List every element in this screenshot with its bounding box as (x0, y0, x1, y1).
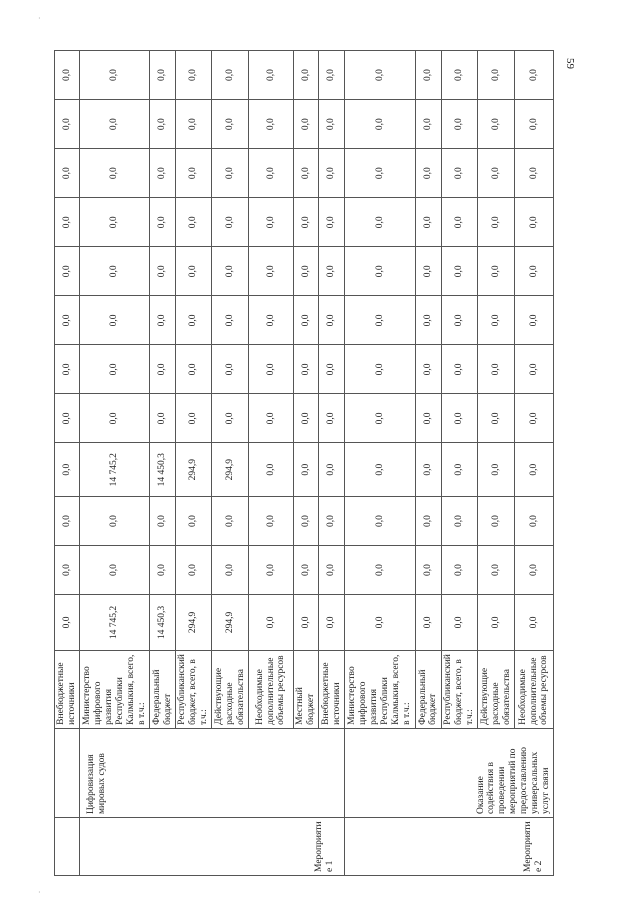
value-cell: 0,0 (344, 496, 416, 545)
value-cell: 0,0 (515, 443, 554, 497)
value-cell: 0,0 (515, 198, 554, 247)
value-cell: 0,0 (150, 247, 175, 296)
value-cell: 0,0 (175, 496, 212, 545)
value-cell: 0,0 (478, 496, 515, 545)
cell-empty (55, 728, 80, 817)
value-cell: 0,0 (344, 595, 416, 651)
value-cell: 0,0 (212, 546, 249, 595)
value-cell: 0,0 (441, 296, 478, 345)
value-cell: 0,0 (212, 345, 249, 394)
value-cell: 0,0 (212, 198, 249, 247)
table-row (344, 51, 416, 876)
value-cell: 0,0 (344, 443, 416, 497)
value-cell: 14 450,3 (150, 443, 175, 497)
value-cell: 0,0 (416, 496, 441, 545)
budget-table (54, 50, 554, 876)
value-cell: 0,0 (515, 247, 554, 296)
value-cell: 294,9 (212, 443, 249, 497)
value-cell: 0,0 (293, 149, 318, 198)
value-cell: 0,0 (248, 496, 293, 545)
value-cell: 0,0 (55, 296, 80, 345)
value-cell: 0,0 (515, 149, 554, 198)
value-cell: 0,0 (344, 394, 416, 443)
value-cell: 14 745,2 (80, 443, 150, 497)
funding-source-label: Республиканский бюджет, всего, в т.ч.: (175, 650, 212, 728)
value-cell: 0,0 (248, 595, 293, 651)
value-cell: 0,0 (441, 546, 478, 595)
value-cell: 0,0 (441, 443, 478, 497)
page-number: 59 (564, 58, 576, 69)
value-cell: 0,0 (515, 100, 554, 149)
value-cell: 0,0 (80, 51, 150, 100)
funding-source-label: Внебюджетные источники (319, 650, 344, 728)
value-cell: 0,0 (344, 546, 416, 595)
value-cell: 0,0 (319, 345, 344, 394)
value-cell: 0,0 (293, 247, 318, 296)
funding-source-label: Федеральный бюджет (416, 650, 441, 728)
value-cell: 0,0 (248, 345, 293, 394)
value-cell: 0,0 (344, 247, 416, 296)
value-cell: 0,0 (515, 345, 554, 394)
value-cell: 0,0 (175, 296, 212, 345)
value-cell: 0,0 (416, 247, 441, 296)
value-cell: 0,0 (293, 546, 318, 595)
value-cell: 0,0 (441, 100, 478, 149)
value-cell: 0,0 (212, 149, 249, 198)
value-cell: 0,0 (441, 247, 478, 296)
value-cell: 0,0 (416, 296, 441, 345)
funding-source-label: Министерство цифрового развития Республики Калмыкия, всего, в т.ч.: (80, 650, 150, 728)
value-cell: 0,0 (293, 100, 318, 149)
funding-source-label: Необходимые дополнительные объемы ресурсов (515, 650, 554, 728)
value-cell: 0,0 (175, 247, 212, 296)
value-cell: 0,0 (293, 394, 318, 443)
value-cell: 0,0 (55, 198, 80, 247)
value-cell: 0,0 (80, 198, 150, 247)
value-cell: 0,0 (344, 296, 416, 345)
value-cell: 0,0 (248, 296, 293, 345)
value-cell: 0,0 (515, 394, 554, 443)
value-cell: 294,9 (212, 595, 249, 651)
value-cell: 0,0 (55, 149, 80, 198)
value-cell: 0,0 (319, 595, 344, 651)
measure-title: Цифровизация мировых судов (80, 728, 344, 817)
table-container (54, 50, 554, 876)
value-cell: 0,0 (212, 394, 249, 443)
value-cell: 0,0 (416, 198, 441, 247)
value-cell: 0,0 (150, 496, 175, 545)
value-cell: 0,0 (319, 546, 344, 595)
value-cell: 0,0 (212, 296, 249, 345)
value-cell: 0,0 (248, 443, 293, 497)
value-cell: 0,0 (478, 51, 515, 100)
value-cell: 0,0 (319, 394, 344, 443)
value-cell: 0,0 (319, 100, 344, 149)
value-cell: 0,0 (293, 595, 318, 651)
value-cell: 0,0 (478, 394, 515, 443)
value-cell: 0,0 (319, 198, 344, 247)
value-cell: 0,0 (319, 149, 344, 198)
value-cell: 0,0 (175, 198, 212, 247)
value-cell: 0,0 (150, 296, 175, 345)
value-cell: 0,0 (441, 345, 478, 394)
value-cell: 0,0 (478, 198, 515, 247)
value-cell: 0,0 (416, 51, 441, 100)
value-cell: 0,0 (248, 100, 293, 149)
value-cell: 0,0 (248, 394, 293, 443)
value-cell: 0,0 (515, 595, 554, 651)
value-cell: 0,0 (80, 546, 150, 595)
value-cell: 0,0 (515, 296, 554, 345)
value-cell: 0,0 (478, 100, 515, 149)
value-cell: 0,0 (212, 496, 249, 545)
value-cell: 0,0 (248, 149, 293, 198)
value-cell: 14 450,3 (150, 595, 175, 651)
value-cell: 0,0 (55, 51, 80, 100)
value-cell: 0,0 (478, 345, 515, 394)
value-cell: 0,0 (319, 247, 344, 296)
value-cell: 294,9 (175, 595, 212, 651)
value-cell: 0,0 (293, 496, 318, 545)
value-cell: 14 745,2 (80, 595, 150, 651)
value-cell: 0,0 (293, 198, 318, 247)
value-cell: 0,0 (416, 595, 441, 651)
value-cell: 0,0 (55, 443, 80, 497)
value-cell: 0,0 (175, 100, 212, 149)
value-cell: 0,0 (441, 394, 478, 443)
value-cell: 294,9 (175, 443, 212, 497)
cell-empty (55, 818, 80, 876)
value-cell: 0,0 (150, 149, 175, 198)
value-cell: 0,0 (478, 546, 515, 595)
value-cell: 0,0 (344, 345, 416, 394)
value-cell: 0,0 (515, 546, 554, 595)
value-cell: 0,0 (319, 51, 344, 100)
value-cell: 0,0 (441, 496, 478, 545)
value-cell: 0,0 (80, 247, 150, 296)
value-cell: 0,0 (441, 51, 478, 100)
value-cell: 0,0 (55, 595, 80, 651)
value-cell: 0,0 (515, 496, 554, 545)
value-cell: 0,0 (150, 198, 175, 247)
funding-source-label: Местный бюджет (293, 650, 318, 728)
value-cell: 0,0 (478, 247, 515, 296)
funding-source-label: Республиканский бюджет, всего, в т.ч.: (441, 650, 478, 728)
value-cell: 0,0 (248, 546, 293, 595)
value-cell: 0,0 (478, 149, 515, 198)
value-cell: 0,0 (344, 51, 416, 100)
funding-source-label: Действующие расходные обязательства (478, 650, 515, 728)
funding-source-label: Необходимые дополнительные объемы ресурсов (248, 650, 293, 728)
value-cell: 0,0 (416, 394, 441, 443)
value-cell: 0,0 (441, 595, 478, 651)
value-cell: 0,0 (416, 443, 441, 497)
value-cell: 0,0 (478, 595, 515, 651)
value-cell: 0,0 (248, 198, 293, 247)
value-cell: 0,0 (344, 198, 416, 247)
value-cell: 0,0 (319, 443, 344, 497)
value-cell: 0,0 (80, 149, 150, 198)
value-cell: 0,0 (55, 247, 80, 296)
value-cell: 0,0 (175, 149, 212, 198)
value-cell: 0,0 (212, 247, 249, 296)
value-cell: 0,0 (515, 51, 554, 100)
value-cell: 0,0 (416, 149, 441, 198)
value-cell: 0,0 (80, 296, 150, 345)
table-row (55, 51, 80, 876)
value-cell: 0,0 (293, 345, 318, 394)
value-cell: 0,0 (150, 51, 175, 100)
value-cell: 0,0 (175, 394, 212, 443)
value-cell: 0,0 (55, 100, 80, 149)
value-cell: 0,0 (80, 394, 150, 443)
value-cell: 0,0 (441, 198, 478, 247)
value-cell: 0,0 (55, 345, 80, 394)
value-cell: 0,0 (175, 51, 212, 100)
value-cell: 0,0 (175, 546, 212, 595)
value-cell: 0,0 (150, 100, 175, 149)
measure-kind: Мероприятие 1 (80, 818, 344, 876)
value-cell: 0,0 (80, 100, 150, 149)
value-cell: 0,0 (175, 345, 212, 394)
value-cell: 0,0 (212, 100, 249, 149)
value-cell: 0,0 (55, 496, 80, 545)
measure-kind: Мероприятие 2 (344, 818, 553, 876)
value-cell: 0,0 (293, 296, 318, 345)
value-cell: 0,0 (150, 345, 175, 394)
value-cell: 0,0 (248, 51, 293, 100)
funding-source-label: Министерство цифрового развития Республики Калмыкия, всего, в т.ч.: (344, 650, 416, 728)
value-cell: 0,0 (478, 443, 515, 497)
value-cell: 0,0 (416, 345, 441, 394)
funding-source-label: Внебюджетные источники (55, 650, 80, 728)
value-cell: 0,0 (478, 296, 515, 345)
value-cell: 0,0 (293, 51, 318, 100)
value-cell: 0,0 (344, 149, 416, 198)
value-cell: 0,0 (150, 546, 175, 595)
value-cell: 0,0 (80, 496, 150, 545)
value-cell: 0,0 (212, 51, 249, 100)
value-cell: 0,0 (150, 394, 175, 443)
value-cell: 0,0 (55, 394, 80, 443)
value-cell: 0,0 (293, 443, 318, 497)
value-cell: 0,0 (319, 296, 344, 345)
value-cell: 0,0 (344, 100, 416, 149)
table-row (80, 51, 150, 876)
value-cell: 0,0 (80, 345, 150, 394)
measure-title: Оказание содействия в проведении мероприятий по предоставлению универсальных услуг связи (344, 728, 553, 817)
value-cell: 0,0 (416, 546, 441, 595)
funding-source-label: Действующие расходные обязательства (212, 650, 249, 728)
funding-source-label: Федеральный бюджет (150, 650, 175, 728)
value-cell: 0,0 (416, 100, 441, 149)
scan-mark: · (38, 888, 41, 897)
scan-mark: · (38, 14, 41, 23)
value-cell: 0,0 (55, 546, 80, 595)
value-cell: 0,0 (319, 496, 344, 545)
value-cell: 0,0 (441, 149, 478, 198)
value-cell: 0,0 (248, 247, 293, 296)
